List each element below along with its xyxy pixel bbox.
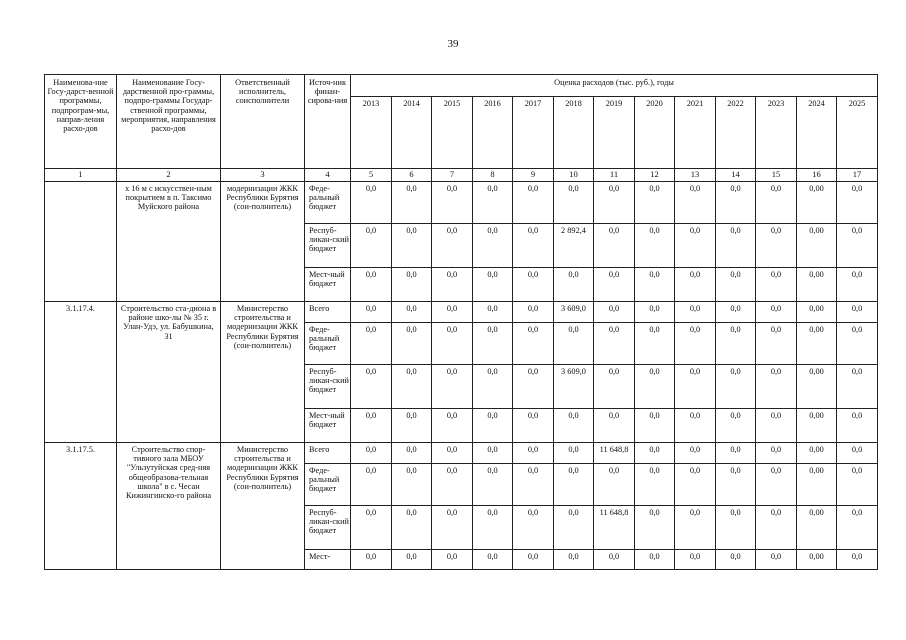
- header-cost-estimate: Оценка расходов (тыс. руб.), годы: [351, 75, 878, 97]
- cost-value: 0,0: [473, 182, 513, 224]
- cost-value: 0,0: [392, 409, 432, 443]
- cost-value: 0,0: [635, 550, 675, 570]
- header-executor: Ответственный исполнитель, соисполнители: [221, 75, 305, 169]
- measure-name: Строительство спор-тивного зала МБОУ "Ульзутуйская сред-няя общеобразова-тельная школа" в с. Чесан Кижингинско-го района: [117, 443, 221, 570]
- funding-source: Респуб-ликан-ский бюджет: [305, 506, 351, 550]
- cost-value: 0,0: [513, 365, 554, 409]
- cost-value: 0,0: [635, 323, 675, 365]
- cost-value: 0,0: [756, 302, 797, 323]
- cost-value: 0,0: [675, 550, 716, 570]
- cost-value: 0,0: [594, 302, 635, 323]
- cost-value: 0,0: [837, 550, 878, 570]
- column-number: 14: [716, 169, 756, 182]
- header-funding-source: Источ-ник финан-сирова-ния: [305, 75, 351, 169]
- header-year: 2014: [392, 96, 432, 168]
- cost-value: 0,0: [675, 182, 716, 224]
- column-number: 8: [473, 169, 513, 182]
- cost-value: 0,0: [716, 182, 756, 224]
- cost-value: 0,0: [351, 443, 392, 464]
- cost-value: 0,0: [716, 323, 756, 365]
- cost-value: 0,0: [756, 550, 797, 570]
- cost-value: 0,0: [473, 302, 513, 323]
- column-number: 15: [756, 169, 797, 182]
- cost-value: 0,0: [392, 323, 432, 365]
- header-year: 2019: [594, 96, 635, 168]
- header-year: 2015: [432, 96, 473, 168]
- cost-value: 0,0: [392, 268, 432, 302]
- cost-value: 0,0: [635, 365, 675, 409]
- column-number: 11: [594, 169, 635, 182]
- cost-value: 0,0: [756, 506, 797, 550]
- header-year: 2025: [837, 96, 878, 168]
- expenditure-table: [44, 74, 878, 570]
- cost-value: 0,0: [716, 506, 756, 550]
- cost-value: 0,0: [554, 443, 594, 464]
- funding-source: Феде-ральный бюджет: [305, 464, 351, 506]
- header-year: 2020: [635, 96, 675, 168]
- funding-source: Респуб-ликан-ский бюджет: [305, 224, 351, 268]
- cost-value: 0,0: [837, 224, 878, 268]
- funding-source: Феде-ральный бюджет: [305, 323, 351, 365]
- cost-value: 2 892,4: [554, 224, 594, 268]
- cost-value: 0,0: [594, 365, 635, 409]
- cost-value: 0,0: [473, 464, 513, 506]
- cost-value: 0,0: [351, 302, 392, 323]
- header-measure-name: Наименование Госу-дарственной про-граммы, подпро-граммы Государ-ственной программы, мероприятия, направления расхо-дов: [117, 75, 221, 169]
- cost-value: 0,0: [756, 224, 797, 268]
- cost-value: 0,0: [473, 506, 513, 550]
- measure-executor: модернизации ЖКК Республики Бурятия (сои-полнитель): [221, 182, 305, 302]
- cost-value: 0,0: [837, 302, 878, 323]
- cost-value: 0,00: [797, 224, 837, 268]
- cost-value: 0,0: [432, 323, 473, 365]
- cost-value: 0,0: [513, 506, 554, 550]
- column-number: 3: [221, 169, 305, 182]
- cost-value: 0,0: [675, 323, 716, 365]
- cost-value: 0,0: [432, 550, 473, 570]
- cost-value: 0,0: [513, 302, 554, 323]
- column-number: 16: [797, 169, 837, 182]
- cost-value: 0,0: [432, 409, 473, 443]
- cost-value: 0,0: [716, 409, 756, 443]
- funding-source: Мест-ный бюджет: [305, 409, 351, 443]
- cost-value: 0,0: [351, 365, 392, 409]
- cost-value: 0,0: [675, 302, 716, 323]
- cost-value: 0,0: [837, 268, 878, 302]
- cost-value: 0,0: [635, 302, 675, 323]
- cost-value: 0,0: [675, 443, 716, 464]
- cost-value: 0,0: [594, 268, 635, 302]
- cost-value: 0,0: [716, 302, 756, 323]
- funding-source: Всего: [305, 302, 351, 323]
- cost-value: 0,0: [635, 506, 675, 550]
- page-number: 39: [447, 38, 459, 50]
- cost-value: 0,0: [432, 302, 473, 323]
- funding-source: Мест-: [305, 550, 351, 570]
- column-number: 7: [432, 169, 473, 182]
- funding-source: Респуб-ликан-ский бюджет: [305, 365, 351, 409]
- cost-value: 0,0: [675, 464, 716, 506]
- cost-value: 11 648,8: [594, 443, 635, 464]
- column-number: 9: [513, 169, 554, 182]
- cost-value: 0,0: [351, 268, 392, 302]
- measure-code: 3.1.17.5.: [45, 443, 117, 570]
- cost-value: 0,0: [675, 268, 716, 302]
- cost-value: 0,0: [513, 182, 554, 224]
- cost-value: 3 609,0: [554, 365, 594, 409]
- cost-value: 0,0: [513, 550, 554, 570]
- header-year: 2017: [513, 96, 554, 168]
- cost-value: 0,0: [554, 268, 594, 302]
- cost-value: 11 648,8: [594, 506, 635, 550]
- funding-source: Всего: [305, 443, 351, 464]
- column-number: 17: [837, 169, 878, 182]
- cost-value: 0,0: [351, 464, 392, 506]
- table-row: [45, 443, 878, 464]
- cost-value: 0,0: [716, 224, 756, 268]
- cost-value: 0,00: [797, 443, 837, 464]
- cost-value: 0,0: [392, 365, 432, 409]
- cost-value: 0,0: [594, 182, 635, 224]
- header-year: 2016: [473, 96, 513, 168]
- cost-value: 0,0: [554, 323, 594, 365]
- cost-value: 0,0: [432, 464, 473, 506]
- cost-value: 0,0: [716, 550, 756, 570]
- column-number: 12: [635, 169, 675, 182]
- cost-value: 0,00: [797, 268, 837, 302]
- cost-value: 0,0: [594, 409, 635, 443]
- column-number: 2: [117, 169, 221, 182]
- cost-value: 0,0: [716, 365, 756, 409]
- cost-value: 0,0: [635, 443, 675, 464]
- cost-value: 0,00: [797, 550, 837, 570]
- cost-value: 0,0: [756, 323, 797, 365]
- cost-value: 0,0: [473, 365, 513, 409]
- cost-value: 0,0: [351, 182, 392, 224]
- cost-value: 0,0: [675, 365, 716, 409]
- cost-value: 0,0: [432, 182, 473, 224]
- measure-name: Строительство ста-диона в районе шко-лы № 35 г. Улан-Удэ, ул. Бабушкина, 31: [117, 302, 221, 443]
- cost-value: 0,0: [594, 323, 635, 365]
- cost-value: 0,0: [756, 182, 797, 224]
- cost-value: 0,0: [635, 409, 675, 443]
- funding-source: Феде-ральный бюджет: [305, 182, 351, 224]
- cost-value: 0,0: [837, 182, 878, 224]
- cost-value: 0,0: [837, 506, 878, 550]
- cost-value: 0,0: [756, 464, 797, 506]
- cost-value: 0,00: [797, 506, 837, 550]
- column-number: 1: [45, 169, 117, 182]
- cost-value: 0,0: [594, 550, 635, 570]
- cost-value: 0,0: [635, 224, 675, 268]
- cost-value: 0,0: [554, 464, 594, 506]
- cost-value: 0,0: [473, 443, 513, 464]
- header-year: 2018: [554, 96, 594, 168]
- cost-value: 0,0: [432, 506, 473, 550]
- measure-code: 3.1.17.4.: [45, 302, 117, 443]
- cost-value: 0,0: [473, 268, 513, 302]
- cost-value: 0,0: [554, 409, 594, 443]
- cost-value: 0,00: [797, 182, 837, 224]
- header-year: 2021: [675, 96, 716, 168]
- header-year: 2023: [756, 96, 797, 168]
- cost-value: 0,0: [716, 443, 756, 464]
- cost-value: 0,0: [513, 464, 554, 506]
- cost-value: 0,0: [756, 268, 797, 302]
- column-number: 5: [351, 169, 392, 182]
- cost-value: 0,0: [554, 182, 594, 224]
- cost-value: 0,0: [392, 224, 432, 268]
- funding-source: Мест-ный бюджет: [305, 268, 351, 302]
- cost-value: 0,0: [392, 550, 432, 570]
- cost-value: 0,0: [351, 224, 392, 268]
- cost-value: 0,0: [675, 506, 716, 550]
- cost-value: 0,0: [837, 365, 878, 409]
- cost-value: 0,0: [392, 506, 432, 550]
- table-row: [45, 182, 878, 224]
- header-year: 2024: [797, 96, 837, 168]
- cost-value: 0,0: [351, 506, 392, 550]
- cost-value: 0,0: [392, 443, 432, 464]
- cost-value: 3 609,0: [554, 302, 594, 323]
- cost-value: 0,0: [513, 443, 554, 464]
- measure-executor: Министерство строительства и модернизации ЖКК Республики Бурятия (сои-полнитель): [221, 302, 305, 443]
- cost-value: 0,0: [473, 550, 513, 570]
- cost-value: 0,0: [756, 443, 797, 464]
- cost-value: 0,0: [513, 268, 554, 302]
- cost-value: 0,0: [554, 506, 594, 550]
- cost-value: 0,0: [351, 409, 392, 443]
- cost-value: 0,0: [635, 268, 675, 302]
- cost-value: 0,0: [513, 409, 554, 443]
- header-year: 2013: [351, 96, 392, 168]
- cost-value: 0,0: [635, 464, 675, 506]
- cost-value: 0,0: [351, 550, 392, 570]
- header-program-name: Наименова-ние Госу-дарст-венной программы, подпрограм-мы, направ-ления расхо-дов: [45, 75, 117, 169]
- measure-name: х 16 м с искусствен-ным покрытием в п. Таксимо Муйского района: [117, 182, 221, 302]
- column-number: 13: [675, 169, 716, 182]
- column-number: 10: [554, 169, 594, 182]
- cost-value: 0,0: [675, 409, 716, 443]
- cost-value: 0,0: [513, 224, 554, 268]
- cost-value: 0,00: [797, 464, 837, 506]
- cost-value: 0,0: [594, 464, 635, 506]
- cost-value: 0,0: [351, 323, 392, 365]
- measure-executor: Министерство строительства и модернизации ЖКК Республики Бурятия (сои-полнитель): [221, 443, 305, 570]
- cost-value: 0,0: [837, 409, 878, 443]
- cost-value: 0,0: [432, 365, 473, 409]
- cost-value: 0,0: [473, 323, 513, 365]
- cost-value: 0,00: [797, 409, 837, 443]
- cost-value: 0,0: [473, 224, 513, 268]
- cost-value: 0,0: [756, 409, 797, 443]
- cost-value: 0,0: [473, 409, 513, 443]
- cost-value: 0,0: [837, 464, 878, 506]
- cost-value: 0,0: [635, 182, 675, 224]
- cost-value: 0,0: [716, 268, 756, 302]
- cost-value: 0,0: [675, 224, 716, 268]
- measure-code: [45, 182, 117, 302]
- cost-value: 0,0: [837, 323, 878, 365]
- cost-value: 0,0: [594, 224, 635, 268]
- column-number: 4: [305, 169, 351, 182]
- cost-value: 0,0: [392, 464, 432, 506]
- cost-value: 0,0: [513, 323, 554, 365]
- header-year: 2022: [716, 96, 756, 168]
- cost-value: 0,0: [432, 443, 473, 464]
- cost-value: 0,0: [392, 182, 432, 224]
- cost-value: 0,0: [756, 365, 797, 409]
- cost-value: 0,00: [797, 302, 837, 323]
- cost-value: 0,0: [554, 550, 594, 570]
- cost-value: 0,0: [432, 224, 473, 268]
- table-row: [45, 302, 878, 323]
- cost-value: 0,00: [797, 365, 837, 409]
- cost-value: 0,0: [392, 302, 432, 323]
- cost-value: 0,0: [837, 443, 878, 464]
- column-number: 6: [392, 169, 432, 182]
- cost-value: 0,0: [432, 268, 473, 302]
- cost-value: 0,0: [716, 464, 756, 506]
- cost-value: 0,00: [797, 323, 837, 365]
